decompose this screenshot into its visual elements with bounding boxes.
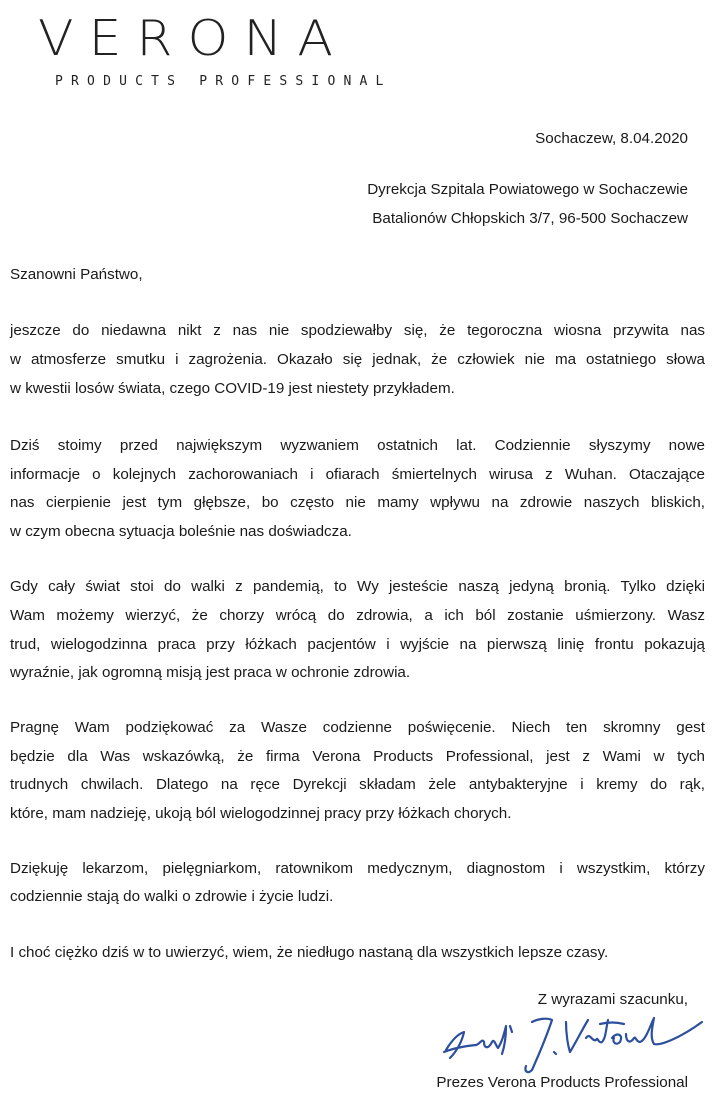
closing: Z wyrazami szacunku, <box>537 991 688 1008</box>
paragraph-line: wyraźnie, jak ogromną misją jest praca w ochronie zdrowia. <box>10 664 411 681</box>
handwritten-signature <box>440 1012 710 1074</box>
paragraph-line: Pragnę Wam podziękować za Wasze codzienne poświęcenie. Niech ten skromny gest <box>10 719 705 736</box>
recipient-line-1: Dyrekcja Szpitala Powiatowego w Sochaczewie <box>367 181 688 198</box>
paragraph-line: Dziękuję lekarzom, pielęgniarkom, ratownikom medycznym, diagnostom i wszystkim, którzy <box>10 860 705 877</box>
paragraph-line: które, mam nadzieję, ukoją ból wielogodzinnej pracy przy łóżkach chorych. <box>10 805 512 822</box>
brand-wordmark: VERONA <box>38 10 348 68</box>
salutation: Szanowni Państwo, <box>10 266 143 283</box>
place-date: Sochaczew, 8.04.2020 <box>535 130 688 147</box>
recipient-line-2: Batalionów Chłopskich 3/7, 96-500 Sochaczew <box>372 210 688 227</box>
paragraph-line: Gdy cały świat stoi do walki z pandemią, to Wy jesteście naszą jedyną bronią. Tylko dzięki <box>10 578 705 595</box>
paragraph-line: codziennie stają do walki o zdrowie i życie ludzi. <box>10 888 334 905</box>
paragraph-line: trudnych chwilach. Dlatego na ręce Dyrekcji składam żele antybakteryjne i kremy do rąk, <box>10 776 705 793</box>
brand-tagline: PRODUCTS PROFESSIONAL <box>55 74 392 89</box>
paragraph-line: I choć ciężko dziś w to uwierzyć, wiem, że niedługo nastaną dla wszystkich lepsze czasy. <box>10 944 609 961</box>
paragraph-line: w kwestii losów świata, czego COVID-19 jest niestety przykładem. <box>10 380 455 397</box>
paragraph-line: Dziś stoimy przed największym wyzwaniem ostatnich lat. Codziennie słyszymy nowe <box>10 437 705 454</box>
paragraph-line: Wam możemy wierzyć, że chorzy wrócą do zdrowia, a ich ból zostanie uśmierzony. Wasz <box>10 607 705 624</box>
paragraph-line: nas cierpienie jest tym głębsze, bo często nie mamy wpływu na zdrowie naszych bliskich, <box>10 494 705 511</box>
paragraph-line: informacje o kolejnych zachorowaniach i ofiarach śmiertelnych wirusa z Wuhan. Otaczające <box>10 466 705 483</box>
paragraph-line: w czym obecna sytuacja boleśnie nas doświadcza. <box>10 523 352 540</box>
paragraph-line: jeszcze do niedawna nikt z nas nie spodziewałby się, że tegoroczna wiosna przywita nas <box>10 322 705 339</box>
letterhead-logo <box>38 10 392 89</box>
signer-title: Prezes Verona Products Professional <box>436 1074 688 1091</box>
paragraph-line: w atmosferze smutku i zagrożenia. Okazało się jednak, że człowiek nie ma ostatniego słowa <box>10 351 705 368</box>
paragraph-line: trud, wielogodzinna praca przy łóżkach pacjentów i wyjście na pierwszą linię frontu pokazują <box>10 636 705 653</box>
paragraph-line: będzie dla Was wskazówką, że firma Verona Products Professional, jest z Wami w tych <box>10 748 705 765</box>
